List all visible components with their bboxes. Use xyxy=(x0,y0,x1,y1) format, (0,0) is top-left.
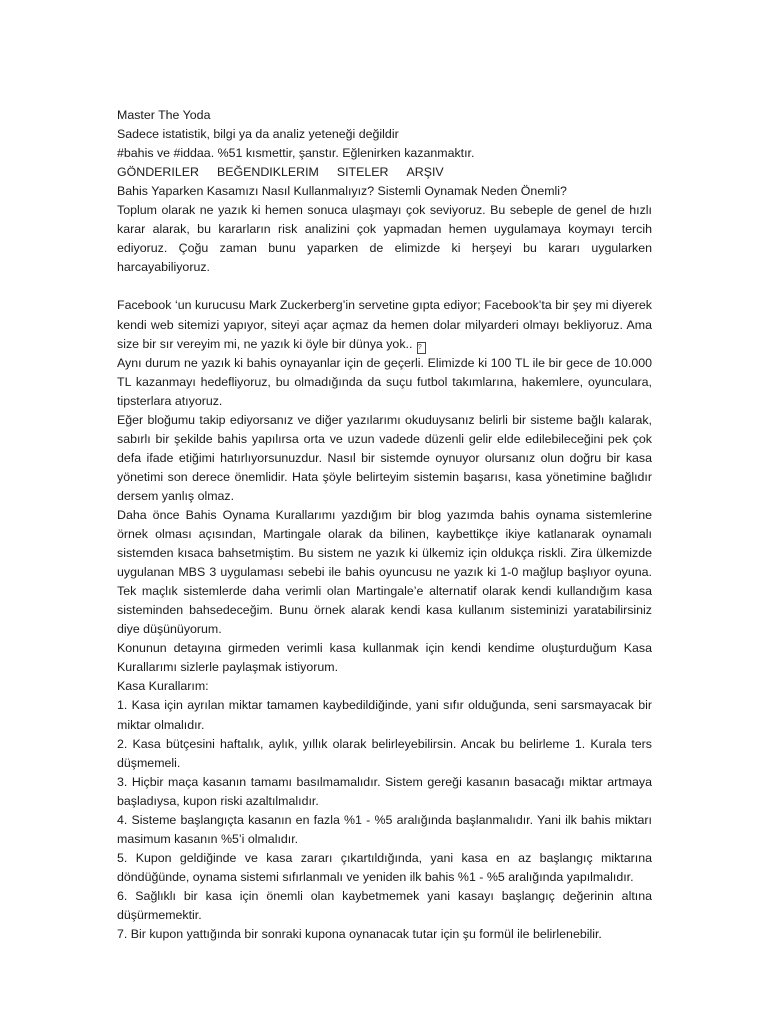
nav-item-begendiklerim[interactable]: BEĞENDIKLERIM xyxy=(216,165,319,180)
rule-item-1: 1. Kasa için ayrılan miktar tamamen kaybedildiğinde, yani sıfır olduğunda, seni sarsmayacak bir miktar olmalıdır. xyxy=(117,698,652,732)
site-slogan: #bahis ve #iddaa. %51 kısmettir, şanstır. Eğlenirken kazanmaktır. xyxy=(117,146,475,161)
article-paragraph-2-text: Facebook ‘un kurucusu Mark Zuckerberg’in servetine gıpta ediyor; Facebook’ta bir şey mi diyerek kendi web sitemizi yapıyor, siteyi açar açmaz da hemen dolar milyarderi olmayı bekliyoruz. Ama size bir sır vereyim mi, ne yazık ki öyle bir dünya yok.. xyxy=(117,298,652,351)
missing-glyph-icon: ? xyxy=(417,342,426,354)
nav-item-siteler[interactable]: SITELER xyxy=(336,165,389,180)
rule-item-7: 7. Bir kupon yattığında bir sonraki kupona oynanacak tutar için şu formül ile belirlenebilir. xyxy=(117,927,602,942)
article-title: Bahis Yaparken Kasamızı Nasıl Kullanmalıyız? Sistemli Oynamak Neden Önemli? xyxy=(117,184,567,199)
site-tagline: Sadece istatistik, bilgi ya da analiz yeteneği değildir xyxy=(117,127,399,142)
article-paragraph-1: Toplum olarak ne yazık ki hemen sonuca ulaşmayı çok seviyoruz. Bu sebeple de genel de hızlı karar alarak, bu kararların risk analizini çok yapmadan hemen uygulamaya koymayı tercih ediyoruz. Çoğu zaman bunu yaparken de elimizde ki herşeyi bu kararı uygularken harcayabiliyoruz. xyxy=(117,203,652,275)
article-paragraph-6: Konunun detayına girmeden verimli kasa kullanmak için kendi kendime oluşturduğum Kasa Kurallarımı sizlerle paylaşmak istiyorum. xyxy=(117,641,652,675)
rule-item-3: 3. Hiçbir maça kasanın tamamı basılmamalıdır. Sistem gereği kasanın basacağı miktar artmaya başladıysa, kupon riski azaltılmalıdır. xyxy=(117,774,652,808)
rules-heading: Kasa Kurallarım: xyxy=(117,679,209,694)
article-paragraph-5: Daha önce Bahis Oynama Kurallarımı yazdığım bir blog yazımda bahis oynama sistemlerine örnek olması açısından, Martingale olarak da bilinen, kaybettikçe ikiye katlanarak oynamalı sistemden kısaca bahsetmiştim. Bu sistem ne yazık ki ülkemiz için oldukça riskli. Zira ülkemizde uygulanan MBS 3 uygulaması sebebi ile bahis oyuncusu ne yazık ki 1-0 mağlup başlıyor oyuna. Tek maçlık sistemlerde daha verimli olan Martingale’e alternatif olarak kendi kullandığım kasa sisteminden bahsedeceğim. Bunu örnek alarak kendi kasa kullanım sisteminizi yaratabilirsiniz diye düşünüyorum. xyxy=(117,507,652,637)
nav-item-arsiv[interactable]: ARŞIV xyxy=(406,165,444,180)
rule-item-6: 6. Sağlıklı bir kasa için önemli olan kaybetmemek yani kasayı başlangıç değerinin altına düşürmemektir. xyxy=(117,888,652,922)
nav-item-gonderiler[interactable]: GÖNDERILER xyxy=(117,165,199,180)
rule-item-2: 2. Kasa bütçesini haftalık, aylık, yıllık olarak belirleyebilirsin. Ancak bu belirleme 1. Kurala ters düşmemeli. xyxy=(117,736,652,770)
rule-item-5: 5. Kupon geldiğinde ve kasa zararı çıkartıldığında, yani kasa en az başlangıç miktarına döndüğünde, oynama sistemi sıfırlanmalı ve yeniden ilk bahis %1 - %5 aralığında yapılmalıdır. xyxy=(117,850,652,884)
site-title: Master The Yoda xyxy=(117,108,211,122)
nav-menu xyxy=(117,163,652,182)
rule-item-4: 4. Sisteme başlangıçta kasanın en fazla %1 - %5 aralığında başlanmalıdır. Yani ilk bahis miktarı masimum kasanın %5’i olmalıdır. xyxy=(117,812,652,846)
article-paragraph-4: Eğer bloğumu takip ediyorsanız ve diğer yazılarımı okuduysanız belirli bir sisteme bağlı kalarak, sabırlı bir şekilde bahis yapılırsa orta ve uzun vadede düzenli gelir elde edilebileceğini pek çok defa ifade etiğimi hatırlıyorsunuzdur. Nasıl bir sistemde oynuyor olursanız olun doğru bir kasa yönetimi son derece önemlidir. Hata şöyle belirteyim sistemin başarısı, kasa yönetimine bağlıdır dersem yanlış olmaz. xyxy=(117,412,652,503)
article-paragraph-3: Aynı durum ne yazık ki bahis oynayanlar için de geçerli. Elimizde ki 100 TL ile bir gece de 10.000 TL kazanmayı hedefliyoruz, bu olmadığında da suçu futbol takımlarına, hakemlere, oyunculara, tipsterlara atıyoruz. xyxy=(117,355,652,408)
document-page xyxy=(117,106,652,944)
paragraph-spacer xyxy=(117,277,652,296)
article-paragraph-2 xyxy=(117,296,652,353)
